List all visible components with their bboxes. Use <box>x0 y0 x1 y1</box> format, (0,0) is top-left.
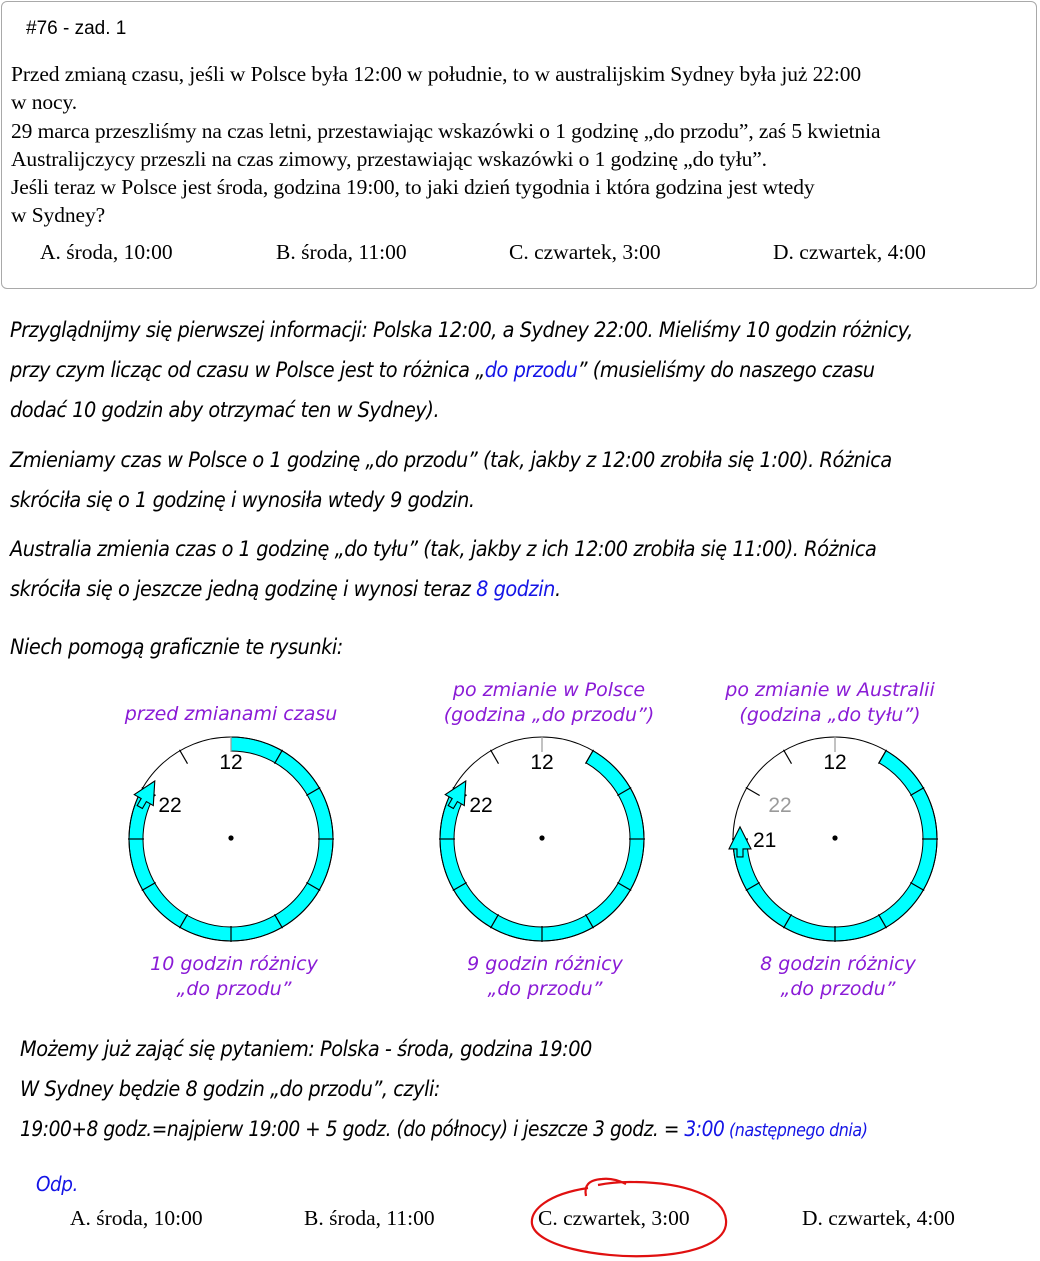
clock-note-line: „do przodu” <box>780 978 896 1000</box>
clock-1-title <box>125 702 338 727</box>
question-line3 <box>20 1117 867 1141</box>
clock-title-line: (godzina „do tyłu”) <box>739 704 921 726</box>
text-run: 19:00+8 godz.=najpierw 19:00 + 5 godz. (do północy) i jeszcze 3 godz. = <box>20 1117 685 1141</box>
solution-p2-line1: Zmieniamy czas w Polsce o 1 godzinę „do przodu” (tak, jakby z 12:00 zrobiła się 1:00). Różnica <box>10 448 892 472</box>
clock-3 <box>725 729 945 949</box>
clock-1-note <box>150 952 318 1002</box>
question-line1: Możemy już zająć się pytaniem: Polska - środa, godzina 19:00 <box>20 1037 592 1061</box>
task-text-line: Australijczycy przeszli na czas zimowy, przestawiając wskazówki o 1 godzinę „do tyłu”. <box>11 147 767 171</box>
clock-title-line: przed zmianami czasu <box>124 703 338 725</box>
clock-note-line: „do przodu” <box>176 978 292 1000</box>
clock-3-title <box>725 678 934 728</box>
answer-circle-tail <box>586 1179 626 1196</box>
clock-label-hour: 22 <box>158 794 182 817</box>
solution-p3-line1: Australia zmienia czas o 1 godzinę „do tyłu” (tak, jakby z ich 12:00 zrobiła się 11:00). Różnica <box>10 537 877 561</box>
clock-2 <box>432 729 652 949</box>
question-line2: W Sydney będzie 8 godzin „do przodu”, czyli: <box>20 1077 440 1101</box>
clock-note-line: 8 godzin różnicy <box>760 953 916 975</box>
clock-center-dot <box>832 835 837 840</box>
solution-p1-line1: Przyglądnijmy się pierwszej informacji: Polska 12:00, a Sydney 22:00. Mieliśmy 10 godzin różnicy, <box>10 318 913 342</box>
text-run: skróciła się o jeszcze jedną godzinę i wynosi teraz <box>10 577 477 601</box>
text-run: przy czym licząc od czasu w Polsce jest to różnica „ <box>10 358 485 382</box>
solution-p4: Niech pomogą graficznie te rysunki: <box>10 635 343 659</box>
text-run: ” (musieliśmy do naszego czasu <box>577 358 875 382</box>
clock-title-line: po zmianie w Australii <box>725 679 935 701</box>
task-text-line: Jeśli teraz w Polsce jest środa, godzina 19:00, to jaki dzień tygodnia i która godzina jest wtedy <box>11 175 815 199</box>
task-option-a: A. środa, 10:00 <box>40 240 173 264</box>
answer-option-d: D. czwartek, 4:00 <box>802 1206 955 1230</box>
task-id: #76 - zad. 1 <box>26 18 127 39</box>
hour-tick <box>491 750 499 764</box>
solution-p1-line3: dodać 10 godzin aby otrzymać ten w Sydney). <box>10 398 440 422</box>
clock-label-12: 12 <box>823 751 847 774</box>
clock-center-dot <box>228 835 233 840</box>
highlight-text: 8 godzin <box>476 577 555 601</box>
clock-title-line: po zmianie w Polsce <box>452 679 646 701</box>
task-text-line: w nocy. <box>11 90 77 114</box>
clock-1 <box>121 729 341 949</box>
task-box <box>1 1 1037 289</box>
clock-label-hour: 21 <box>753 829 777 852</box>
highlight-text: do przodu <box>484 358 578 382</box>
clock-center-dot <box>539 835 544 840</box>
task-option-d: D. czwartek, 4:00 <box>773 240 926 264</box>
answer-circle-ring <box>532 1182 726 1256</box>
task-text-line: 29 marca przeszliśmy na czas letni, przestawiając wskazówki o 1 godzinę „do przodu”, zaś 5 kwietnia <box>11 119 881 143</box>
hour-tick <box>784 750 792 764</box>
clock-note-line: 10 godzin różnicy <box>150 953 318 975</box>
answer-label: Odp. <box>36 1172 78 1196</box>
highlight-text: 3:00 <box>684 1117 725 1141</box>
clock-note-line: 9 godzin różnicy <box>467 953 623 975</box>
clock-2-note <box>467 952 623 1002</box>
text-run: . <box>554 577 561 601</box>
answer-circle-mark <box>528 1174 738 1260</box>
clock-note-line: „do przodu” <box>487 978 603 1000</box>
task-text-line: w Sydney? <box>11 203 106 227</box>
solution-p2-line2: skróciła się o 1 godzinę i wynosiła wtedy 9 godzin. <box>10 488 475 512</box>
solution-p1-line2 <box>10 358 875 382</box>
answer-option-c: C. czwartek, 3:00 <box>538 1206 690 1230</box>
highlight-text: (następnego dnia) <box>724 1120 868 1141</box>
task-text-line: Przed zmianą czasu, jeśli w Polsce była 12:00 w południe, to w australijskim Sydney była już 22:00 <box>11 62 862 86</box>
clock-2-title <box>444 678 655 728</box>
clock-label-hour: 22 <box>469 794 493 817</box>
task-option-c: C. czwartek, 3:00 <box>509 240 661 264</box>
clock-label-12: 12 <box>219 751 243 774</box>
task-option-b: B. środa, 11:00 <box>276 240 407 264</box>
answer-option-b: B. środa, 11:00 <box>304 1206 435 1230</box>
solution-p3-line2 <box>10 577 561 601</box>
clock-label-12: 12 <box>530 751 554 774</box>
answer-option-a: A. środa, 10:00 <box>70 1206 203 1230</box>
hour-tick <box>180 750 188 764</box>
hour-tick <box>746 788 760 796</box>
clock-label-ghost: 22 <box>768 794 792 817</box>
clock-3-note <box>760 952 916 1002</box>
clock-title-line: (godzina „do przodu”) <box>443 704 655 726</box>
